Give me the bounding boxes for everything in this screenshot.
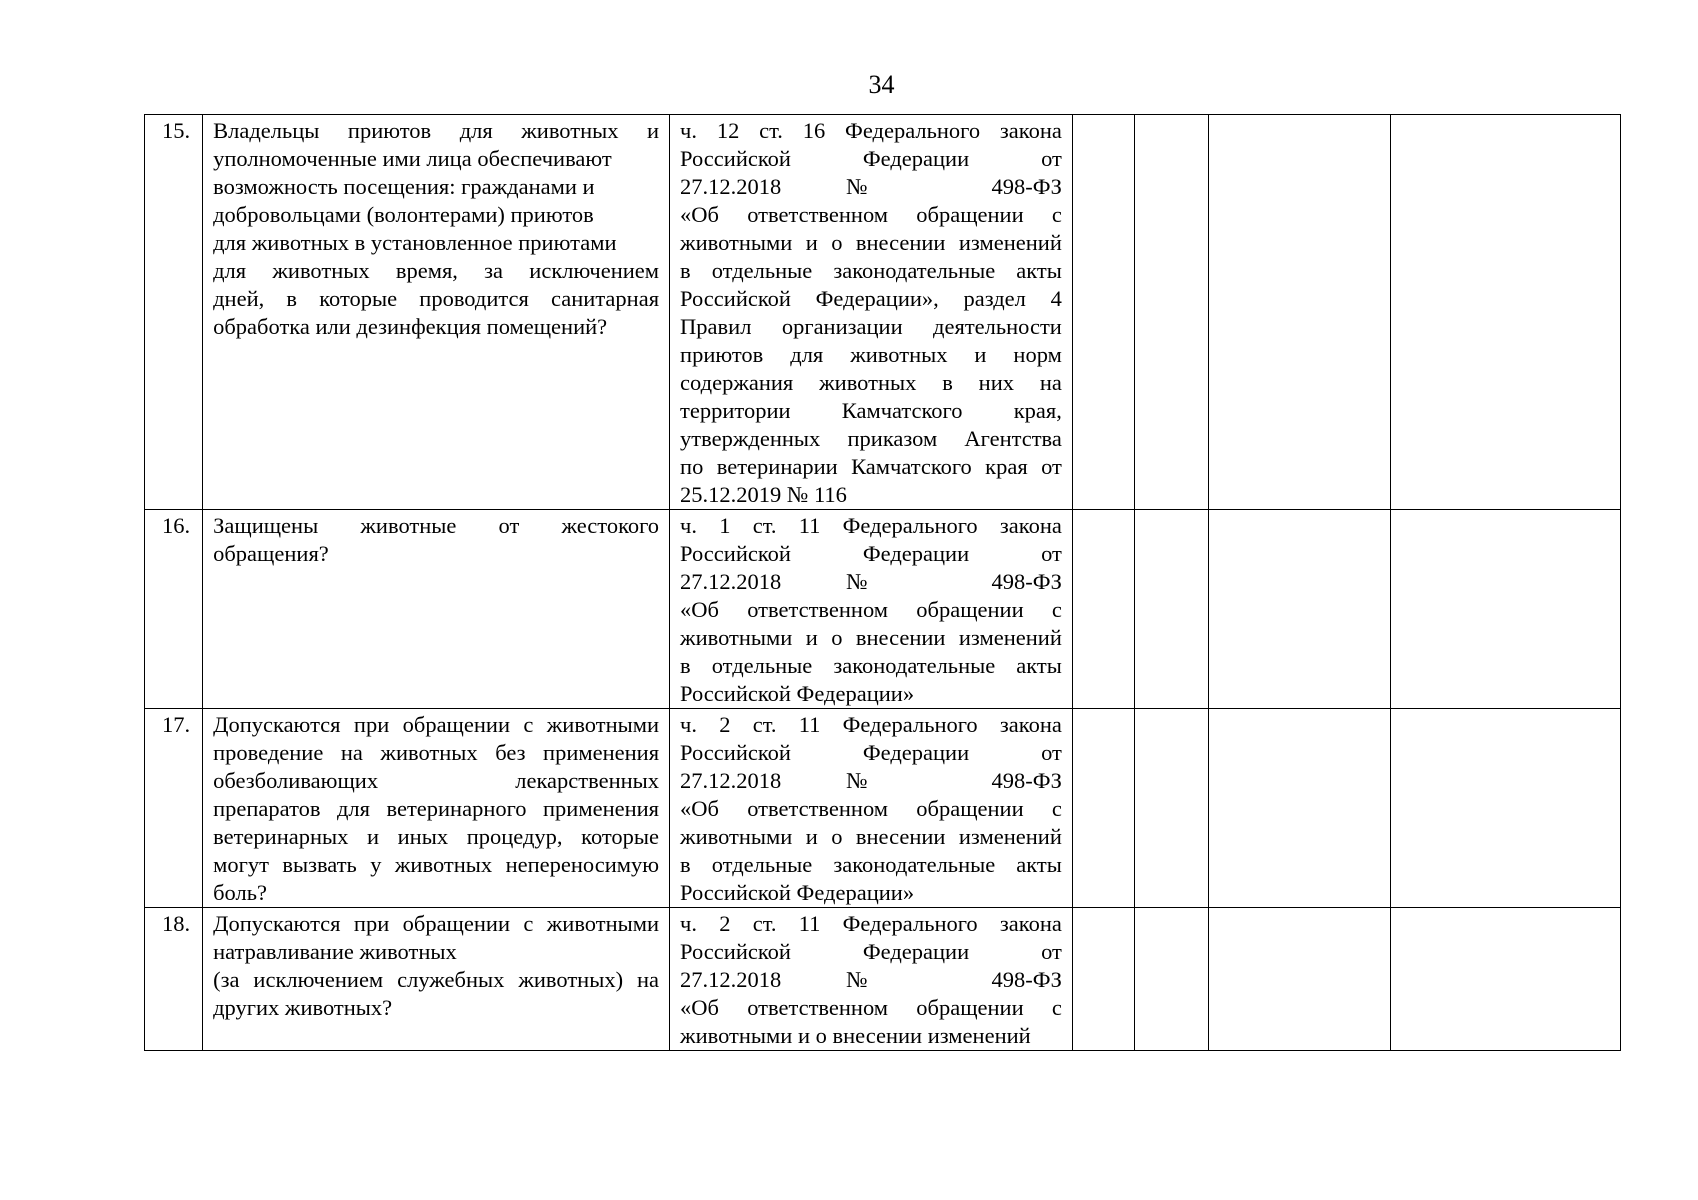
legal-line: по ветеринарии Камчатского края от xyxy=(680,454,1062,479)
legal-line: «Об ответственном обращении с xyxy=(680,202,1062,227)
legal-line: 25.12.2019 № 116 xyxy=(680,482,847,507)
question-line: (за исключением служебных животных) на xyxy=(213,967,660,992)
table-row xyxy=(145,115,1621,510)
answer-no-cell xyxy=(1134,510,1208,709)
question-line: Допускаются при обращении с животными xyxy=(213,911,660,936)
page-number: 34 xyxy=(868,70,895,99)
legal-line: животными и о внесении изменений xyxy=(680,1023,1031,1048)
legal-line: Российской Федерации» xyxy=(680,880,915,905)
not-applicable-cell xyxy=(1209,510,1391,709)
question-line: могут вызвать у животных непереносимую xyxy=(213,852,660,877)
answer-no-cell xyxy=(1134,908,1208,1051)
table-row xyxy=(145,709,1621,908)
answer-yes-cell xyxy=(1072,510,1134,709)
notes-cell xyxy=(1391,908,1621,1051)
legal-line: в отдельные законодательные акты xyxy=(680,852,1062,877)
question-line: возможность посещения: гражданами и xyxy=(213,174,595,199)
legal-line: территории Камчатского края, xyxy=(680,398,1062,423)
table-body xyxy=(145,115,1621,1051)
legal-line: Российской Федерации от xyxy=(680,939,1062,964)
legal-line: 27.12.2018 № 498-ФЗ xyxy=(680,967,1062,992)
legal-line: животными и о внесении изменений xyxy=(680,625,1062,650)
requirement-question xyxy=(203,908,670,1051)
legal-line: Российской Федерации от xyxy=(680,146,1062,171)
legal-line: в отдельные законодательные акты xyxy=(680,653,1062,678)
answer-yes-cell xyxy=(1072,908,1134,1051)
requirement-question xyxy=(203,115,670,510)
legal-line: «Об ответственном обращении с xyxy=(680,995,1062,1020)
row-number: 18. xyxy=(145,908,203,1051)
table-row xyxy=(145,908,1621,1051)
notes-cell xyxy=(1391,709,1621,908)
legal-line: Российской Федерации от xyxy=(680,541,1062,566)
legal-line: животными и о внесении изменений xyxy=(680,230,1062,255)
question-line: других животных? xyxy=(213,995,393,1020)
question-line: препаратов для ветеринарного применения xyxy=(213,796,660,821)
question-line: Защищены животные от жестокого xyxy=(213,513,660,538)
question-line: ветеринарных и иных процедур, которые xyxy=(213,824,660,849)
question-line: обращения? xyxy=(213,541,329,566)
legal-line: ч. 2 ст. 11 Федерального закона xyxy=(680,911,1062,936)
table-row xyxy=(145,510,1621,709)
legal-line: Российской Федерации», раздел 4 xyxy=(680,286,1062,311)
answer-no-cell xyxy=(1134,115,1208,510)
not-applicable-cell xyxy=(1209,709,1391,908)
legal-line: ч. 1 ст. 11 Федерального закона xyxy=(680,513,1062,538)
answer-no-cell xyxy=(1134,709,1208,908)
question-line: Владельцы приютов для животных и xyxy=(213,118,660,143)
question-line: для животных время, за исключением xyxy=(213,258,660,283)
checklist-table xyxy=(144,114,1621,1051)
notes-cell xyxy=(1391,510,1621,709)
legal-line: 27.12.2018 № 498-ФЗ xyxy=(680,768,1062,793)
question-line: проведение на животных без применения xyxy=(213,740,660,765)
legal-line: в отдельные законодательные акты xyxy=(680,258,1062,283)
question-line: обработка или дезинфекция помещений? xyxy=(213,314,608,339)
legal-line: приютов для животных и норм xyxy=(680,342,1062,367)
question-line: боль? xyxy=(213,880,267,905)
legal-line: Российской Федерации от xyxy=(680,740,1062,765)
legal-reference xyxy=(670,510,1073,709)
legal-reference xyxy=(670,709,1073,908)
row-number: 16. xyxy=(145,510,203,709)
legal-line: 27.12.2018 № 498-ФЗ xyxy=(680,174,1062,199)
question-line: натравливание животных xyxy=(213,939,457,964)
legal-line: ч. 2 ст. 11 Федерального закона xyxy=(680,712,1062,737)
legal-line: «Об ответственном обращении с xyxy=(680,597,1062,622)
legal-reference xyxy=(670,908,1073,1051)
legal-line: Российской Федерации» xyxy=(680,681,915,706)
notes-cell xyxy=(1391,115,1621,510)
question-line: дней, в которые проводится санитарная xyxy=(213,286,660,311)
answer-yes-cell xyxy=(1072,115,1134,510)
requirement-question xyxy=(203,709,670,908)
legal-line: Правил организации деятельности xyxy=(680,314,1062,339)
legal-line: 27.12.2018 № 498-ФЗ xyxy=(680,569,1062,594)
legal-line: животными и о внесении изменений xyxy=(680,824,1062,849)
question-line: уполномоченные ими лица обеспечивают xyxy=(213,146,612,171)
legal-line: утвержденных приказом Агентства xyxy=(680,426,1062,451)
legal-reference xyxy=(670,115,1073,510)
question-line: добровольцами (волонтерами) приютов xyxy=(213,202,594,227)
question-line: Допускаются при обращении с животными xyxy=(213,712,660,737)
not-applicable-cell xyxy=(1209,115,1391,510)
not-applicable-cell xyxy=(1209,908,1391,1051)
requirement-question xyxy=(203,510,670,709)
question-line: обезболивающих лекарственных xyxy=(213,768,660,793)
row-number: 17. xyxy=(145,709,203,908)
legal-line: ч. 12 ст. 16 Федерального закона xyxy=(680,118,1062,143)
legal-line: «Об ответственном обращении с xyxy=(680,796,1062,821)
answer-yes-cell xyxy=(1072,709,1134,908)
question-line: для животных в установленное приютами xyxy=(213,230,617,255)
row-number: 15. xyxy=(145,115,203,510)
legal-line: содержания животных в них на xyxy=(680,370,1062,395)
